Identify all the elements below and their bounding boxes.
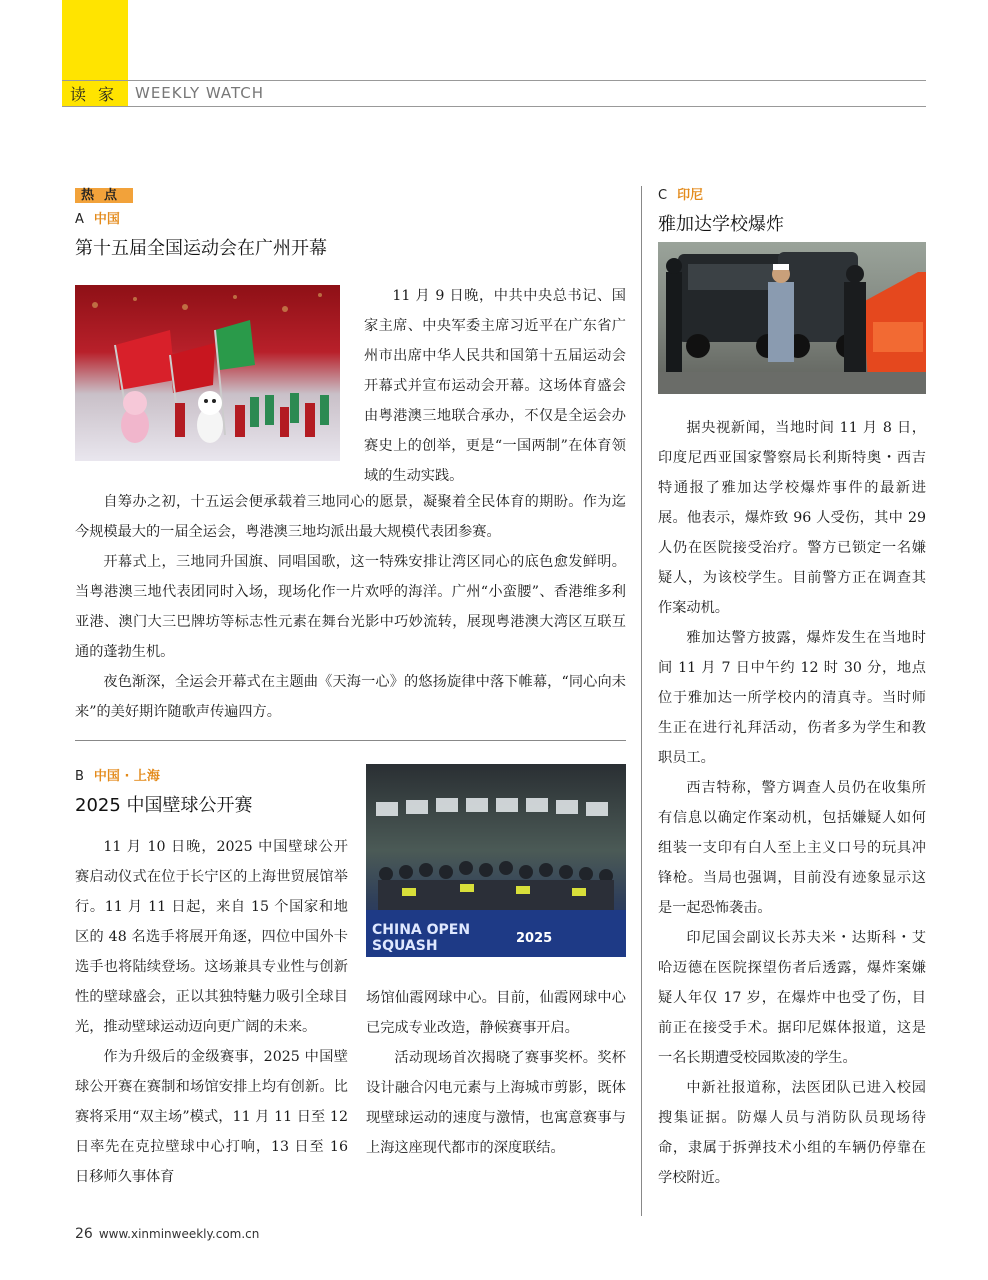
article-a-paragraph: 夜色渐深，全运会开幕式在主题曲《天海一心》的悠扬旋律中落下帷幕，“同心向未来”的美好期许随歌声传遍四方。 <box>75 674 626 720</box>
article-c-paragraph: 中新社报道称，法医团队已进入校园搜集证据。防爆人员与消防队员现场待命，隶属于拆弹技术小组的车辆仍停靠在学校附近。 <box>658 1080 926 1186</box>
article-c-paragraph: 西吉特称，警方调查人员仍在收集所有信息以确定作案动机，包括嫌疑人如何组装一支印有白人至上主义口号的玩具冲锋枪。当局也强调，目前没有迹象显示这是一起恐怖袭击。 <box>658 780 926 916</box>
article-b-paragraph: 场馆仙霞网球中心。目前，仙霞网球中心已完成专业改造，静候赛事开启。 <box>366 990 626 1036</box>
article-a-body <box>75 487 626 727</box>
article-c-photo <box>658 242 926 394</box>
article-b-paragraph: 活动现场首次揭晓了赛事奖杯。奖杯设计融合闪电元素与上海城市剪影，既体现壁球运动的速度与激情，也寓意赛事与上海这座现代都市的深度联结。 <box>366 1050 626 1156</box>
article-b-title: 2025 中国壁球公开赛 <box>75 795 253 816</box>
article-a-paragraph: 自筹办之初，十五运会便承载着三地同心的愿景，凝聚着全民体育的期盼。作为迄今规模最大的一届全运会，粤港澳三地均派出最大规模代表团参赛。 <box>75 494 626 540</box>
header-subtitle: WEEKLY WATCH <box>135 84 265 102</box>
article-c-letter: C <box>658 188 668 203</box>
article-b-column-1 <box>75 832 348 1192</box>
article-c-label <box>658 184 703 203</box>
article-a-label <box>75 208 120 227</box>
article-a-letter: A <box>75 212 84 227</box>
svg-text:SQUASH: SQUASH <box>372 938 438 954</box>
page-footer <box>75 1226 259 1242</box>
article-c-location: 印尼 <box>677 188 704 203</box>
section-tag: 热点 <box>75 188 133 203</box>
article-b-location: 中国 · 上海 <box>93 769 160 784</box>
header-rule-bottom <box>62 106 926 107</box>
article-a-title: 第十五届全国运动会在广州开幕 <box>75 238 327 259</box>
opening-ceremony-illustration <box>75 285 340 461</box>
footer-url[interactable]: www.xinminweekly.com.cn <box>98 1227 260 1241</box>
header-rule-top <box>62 80 926 81</box>
article-b-column-2 <box>366 983 626 1163</box>
article-b-paragraph: 作为升级后的金级赛事，2025 中国壁球公开赛在赛制和场馆安排上均有创新。比赛将采用“双主场”模式，11 月 11 日至 12 日率先在克拉壁球中心打响，13 日至 16 日移师久事体育 <box>75 1049 348 1185</box>
article-c-paragraph: 雅加达警方披露，爆炸发生在当地时间 11 月 7 日中午约 12 时 30 分，地点位于雅加达一所学校内的清真寺。当时师生正在进行礼拜活动，伤者多为学生和教职员工。 <box>658 630 926 766</box>
article-b-photo <box>366 764 626 957</box>
photo-banner-text: CHINA OPEN <box>372 922 471 938</box>
article-b-label <box>75 765 160 784</box>
article-c-paragraph: 据央视新闻，当地时间 11 月 8 日，印度尼西亚国家警察局长利斯特奥・西吉特通报了雅加达学校爆炸事件的最新进展。他表示，爆炸致 96 人受伤，其中 29 人仍在医院接受治疗。警方已锁定一名嫌疑人，为该校学生。目前警方正在调查其作案动机。 <box>658 420 926 616</box>
article-a-intro-paragraph: 11 月 9 日晚，中共中央总书记、国家主席、中央军委主席习近平在广东省广州市出席中华人民共和国第十五届运动会开幕式并宣布运动会开幕。这场体育盛会由粤港澳三地联合承办，不仅是全运会办赛史上的创举，更是“一国两制”在体育领域的生动实践。 <box>364 288 626 484</box>
article-c-paragraph: 印尼国会副议长苏夫米・达斯科・艾哈迈德在医院探望伤者后透露，爆炸案嫌疑人年仅 17 岁，在爆炸中也受了伤，目前正在接受手术。据印尼媒体报道，这是一名长期遭受校园欺凌的学生。 <box>658 930 926 1066</box>
article-b-paragraph: 11 月 10 日晚，2025 中国壁球公开赛启动仪式在位于长宁区的上海世贸展馆举行。11 月 11 日起，来自 15 个国家和地区的 48 名选手将展开角逐，四位中国外卡选手也将陆续登场。这场兼具专业性与创新性的壁球盛会，正以其独特魅力吸引全球目光，推动壁球运动迈向更广阔的未来。 <box>75 839 348 1035</box>
squash-launch-illustration <box>366 764 626 957</box>
column-divider <box>641 186 642 1216</box>
article-c-title: 雅加达学校爆炸 <box>658 214 784 235</box>
article-a-location: 中国 <box>93 212 120 227</box>
header-brand: 读家 <box>62 81 128 106</box>
article-divider <box>75 740 626 741</box>
page-number: 26 <box>75 1226 93 1242</box>
svg-text:2025: 2025 <box>516 931 553 946</box>
article-a-intro <box>364 281 626 491</box>
article-a-paragraph: 开幕式上，三地同升国旗、同唱国歌，这一特殊安排让湾区同心的底色愈发鲜明。当粤港澳三地代表团同时入场，现场化作一片欢呼的海洋。广州“小蛮腰”、香港维多利亚港、澳门大三巴牌坊等标志性元素在舞台光影中巧妙流转，展现粤港澳大湾区互联互通的蓬勃生机。 <box>75 554 626 660</box>
police-vehicles-illustration <box>658 242 926 394</box>
section-tag-wrapper <box>75 184 133 204</box>
article-a-photo <box>75 285 340 461</box>
article-b-letter: B <box>75 769 84 784</box>
header-color-block <box>62 0 128 80</box>
article-c-body <box>658 413 926 1193</box>
